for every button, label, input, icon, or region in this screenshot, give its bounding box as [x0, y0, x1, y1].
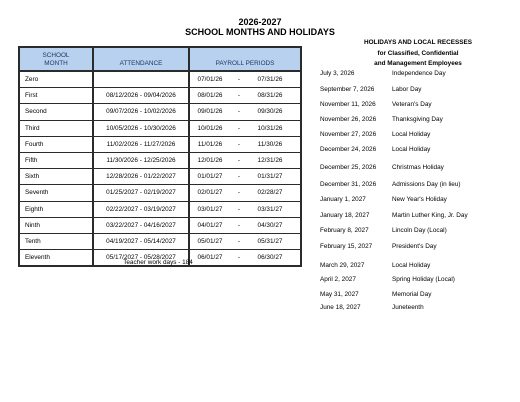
payroll-start: 05/01/27 [197, 237, 223, 245]
cell-payroll [190, 88, 300, 103]
cell-month: Second [20, 104, 92, 119]
holiday-item [320, 86, 520, 94]
table-row [20, 153, 300, 168]
holiday-date: January 18, 2027 [320, 212, 370, 219]
holiday-name: Juneteenth [392, 304, 424, 311]
header-month-line2: MONTH [44, 60, 68, 67]
holiday-date: September 7, 2026 [320, 86, 375, 93]
holiday-name: Christmas Holiday [392, 164, 444, 171]
payroll-start: 02/01/27 [197, 189, 223, 197]
payroll-dash: - [237, 124, 241, 132]
payroll-start: 08/01/26 [197, 92, 223, 100]
payroll-start: 10/01/26 [197, 124, 223, 132]
holiday-date: July 3, 2026 [320, 70, 355, 77]
holiday-name: Independence Day [392, 70, 446, 77]
holiday-name: Labor Day [392, 86, 422, 93]
payroll-start: 04/01/27 [197, 221, 223, 229]
holiday-item [320, 131, 520, 139]
payroll-dash: - [237, 237, 241, 245]
cell-month: Third [20, 121, 92, 136]
table-row [20, 202, 300, 217]
holiday-name: President's Day [392, 243, 437, 250]
table-row [20, 185, 300, 200]
holiday-item [320, 101, 520, 109]
cell-attendance [94, 72, 188, 87]
cell-payroll [190, 202, 300, 217]
payroll-end: 12/31/26 [257, 156, 283, 164]
cell-month: Fourth [20, 137, 92, 152]
table-row [20, 72, 300, 87]
payroll-end: 11/30/26 [257, 140, 283, 148]
cell-attendance: 11/02/2026 - 11/27/2026 [94, 137, 188, 152]
payroll-start: 01/01/27 [197, 173, 223, 181]
cell-payroll [190, 234, 300, 249]
table-row [20, 104, 300, 119]
holiday-item [320, 304, 520, 312]
payroll-end: 01/31/27 [257, 173, 283, 181]
header-month-line1: SCHOOL [42, 52, 70, 59]
cell-attendance: 09/07/2026 - 10/02/2026 [94, 104, 188, 119]
payroll-start: 06/01/27 [197, 254, 223, 262]
table-row [20, 137, 300, 152]
holiday-item [320, 181, 520, 189]
holiday-date: March 29, 2027 [320, 262, 365, 269]
holiday-item [320, 243, 520, 251]
payroll-end: 07/31/26 [257, 76, 283, 83]
cell-attendance: 04/19/2027 - 05/14/2027 [94, 234, 188, 249]
holiday-name: Martin Luther King, Jr. Day [392, 212, 468, 219]
payroll-end: 02/28/27 [257, 189, 283, 197]
cell-attendance: 11/30/2026 - 12/25/2026 [94, 153, 188, 168]
cell-payroll [190, 104, 300, 119]
payroll-dash: - [237, 254, 241, 262]
payroll-end: 04/30/27 [257, 221, 283, 229]
holiday-name: Lincoln Day (Local) [392, 227, 447, 234]
holiday-name: Admissions Day (in lieu) [392, 181, 461, 188]
holiday-date: May 31, 2027 [320, 291, 359, 298]
cell-month: Tenth [20, 234, 92, 249]
cell-payroll [190, 169, 300, 184]
cell-month: Sixth [20, 169, 92, 184]
holiday-item [320, 276, 520, 284]
holiday-name: Local Holiday [392, 146, 431, 153]
payroll-start: 09/01/26 [197, 108, 223, 116]
cell-payroll [190, 121, 300, 136]
cell-month: Ninth [20, 218, 92, 233]
cell-attendance: 03/22/2027 - 04/16/2027 [94, 218, 188, 233]
table-row [20, 88, 300, 103]
holidays-heading: HOLIDAYS AND LOCAL RECESSES [363, 39, 473, 46]
header-payroll-periods: PAYROLL PERIODS [190, 48, 300, 70]
cell-month: Seventh [20, 185, 92, 200]
holiday-item [320, 116, 520, 124]
page-title: SCHOOL MONTHS AND HOLIDAYS [185, 27, 335, 37]
payroll-dash: - [237, 92, 241, 100]
payroll-start: 12/01/26 [197, 156, 223, 164]
payroll-dash: - [237, 173, 241, 181]
holiday-item [320, 164, 520, 172]
holidays-subheading-2: and Management Employees [374, 60, 462, 67]
holiday-date: December 24, 2026 [320, 146, 377, 153]
cell-attendance: 05/17/2027 - 05/28/2027 [94, 250, 188, 265]
header-school-month [20, 48, 92, 70]
holiday-date: February 15, 2027 [320, 243, 373, 250]
holiday-item [320, 227, 520, 235]
holiday-date: April 2, 2027 [320, 276, 356, 283]
cell-month: First [20, 88, 92, 103]
payroll-end: 09/30/26 [257, 108, 283, 116]
payroll-start: 03/01/27 [197, 205, 223, 213]
cell-attendance: 01/25/2027 - 02/19/2027 [94, 185, 188, 200]
holidays-subheading-1: for Classified, Confidential [377, 50, 459, 57]
holiday-item [320, 291, 520, 299]
cell-month: Eleventh [20, 250, 92, 265]
holiday-date: February 8, 2027 [320, 227, 369, 234]
payroll-start: 11/01/26 [197, 140, 223, 148]
payroll-end: 03/31/27 [257, 205, 283, 213]
holiday-date: December 25, 2026 [320, 164, 377, 171]
payroll-end: 08/31/26 [257, 92, 283, 100]
school-months-table [18, 46, 302, 267]
table-body [20, 72, 300, 265]
table-header-row [20, 48, 300, 70]
cell-payroll [190, 72, 300, 87]
payroll-dash: - [237, 221, 241, 229]
payroll-dash: - [237, 108, 241, 116]
holiday-item [320, 146, 520, 154]
cell-attendance: 10/05/2026 - 10/30/2026 [94, 121, 188, 136]
holiday-date: November 11, 2026 [320, 101, 376, 108]
cell-month: Fifth [20, 153, 92, 168]
payroll-dash: - [237, 140, 241, 148]
holiday-name: Memorial Day [392, 291, 432, 298]
payroll-end: 06/30/27 [257, 254, 283, 262]
holiday-name: Local Holiday [392, 262, 431, 269]
holiday-item [320, 212, 520, 220]
table-row [20, 218, 300, 233]
holiday-date: January 1, 2027 [320, 196, 366, 203]
cell-payroll [190, 137, 300, 152]
teacher-work-days: Teacher work days - 184 [123, 259, 193, 266]
table-row [20, 234, 300, 249]
cell-payroll [190, 185, 300, 200]
table-row [20, 169, 300, 184]
holiday-name: Spring Holiday (Local) [392, 276, 455, 283]
payroll-dash: - [237, 76, 241, 83]
payroll-end: 05/31/27 [257, 237, 283, 245]
holiday-name: Thanksgiving Day [392, 116, 443, 123]
cell-month: Zero [20, 72, 92, 87]
payroll-dash: - [237, 205, 241, 213]
holiday-item [320, 262, 520, 270]
holiday-item [320, 196, 520, 204]
cell-payroll [190, 153, 300, 168]
holiday-name: New Year's Holiday [392, 196, 447, 203]
table-row [20, 121, 300, 136]
holiday-date: June 18, 2027 [320, 304, 361, 311]
cell-payroll [190, 218, 300, 233]
cell-attendance: 12/28/2026 - 01/22/2027 [94, 169, 188, 184]
payroll-dash: - [237, 189, 241, 197]
holiday-item [320, 70, 520, 78]
holiday-name: Local Holiday [392, 131, 431, 138]
holiday-date: November 27, 2026 [320, 131, 377, 138]
payroll-dash: - [237, 156, 241, 164]
payroll-end: 10/31/26 [257, 124, 283, 132]
title-year: 2026-2027 [238, 17, 282, 27]
holiday-name: Veteran's Day [392, 101, 432, 108]
header-attendance: ATTENDANCE [94, 48, 188, 70]
payroll-start: 07/01/26 [197, 76, 223, 83]
holiday-date: November 26, 2026 [320, 116, 377, 123]
cell-attendance: 02/22/2027 - 03/19/2027 [94, 202, 188, 217]
cell-month: Eighth [20, 202, 92, 217]
cell-attendance: 08/12/2026 - 09/04/2026 [94, 88, 188, 103]
holiday-date: December 31, 2026 [320, 181, 377, 188]
